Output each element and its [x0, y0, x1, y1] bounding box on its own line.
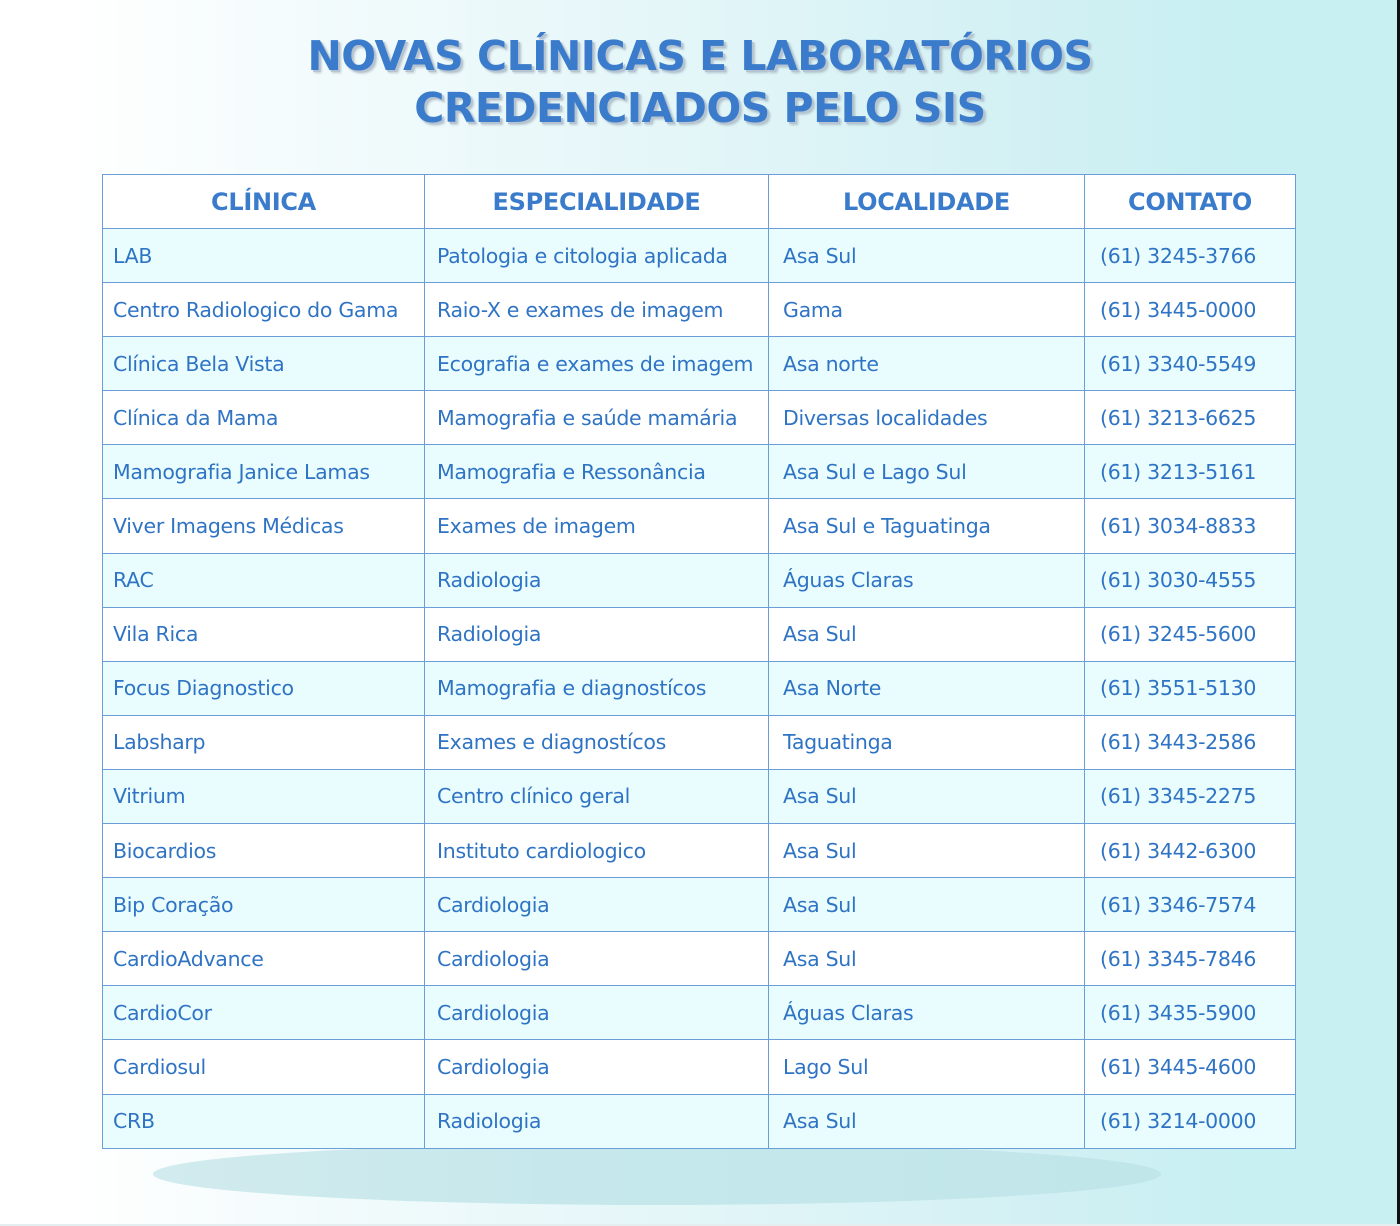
table-row	[103, 1094, 1296, 1148]
cell-clinica: Labsharp	[103, 715, 425, 769]
cell-especialidade: Cardiologia	[425, 1040, 769, 1094]
cell-especialidade: Mamografia e diagnostícos	[425, 661, 769, 715]
cell-especialidade: Cardiologia	[425, 932, 769, 986]
cell-especialidade: Radiologia	[425, 607, 769, 661]
cell-clinica: Focus Diagnostico	[103, 661, 425, 715]
cell-clinica: CardioCor	[103, 986, 425, 1040]
cell-especialidade: Exames e diagnostícos	[425, 715, 769, 769]
cell-localidade: Asa Sul	[769, 878, 1085, 932]
cell-clinica: Cardiosul	[103, 1040, 425, 1094]
cell-contato: (61) 3442-6300	[1085, 824, 1296, 878]
table-row	[103, 769, 1296, 823]
cell-clinica: RAC	[103, 553, 425, 607]
cell-especialidade: Mamografia e Ressonância	[425, 445, 769, 499]
cell-contato: (61) 3340-5549	[1085, 337, 1296, 391]
cell-clinica: Centro Radiologico do Gama	[103, 283, 425, 337]
title-line-1: NOVAS CLÍNICAS E LABORATÓRIOS	[307, 32, 1093, 80]
cell-especialidade: Centro clínico geral	[425, 769, 769, 823]
cell-contato: (61) 3345-2275	[1085, 769, 1296, 823]
cell-clinica: Vitrium	[103, 769, 425, 823]
cell-contato: (61) 3214-0000	[1085, 1094, 1296, 1148]
cell-clinica: Mamografia Janice Lamas	[103, 445, 425, 499]
cell-localidade: Asa norte	[769, 337, 1085, 391]
cell-localidade: Taguatinga	[769, 715, 1085, 769]
cell-clinica: LAB	[103, 229, 425, 283]
cell-localidade: Águas Claras	[769, 553, 1085, 607]
cell-especialidade: Instituto cardiologico	[425, 824, 769, 878]
cell-clinica: Biocardios	[103, 824, 425, 878]
cell-contato: (61) 3435-5900	[1085, 986, 1296, 1040]
cell-localidade: Asa Sul e Taguatinga	[769, 499, 1085, 553]
cell-contato: (61) 3245-5600	[1085, 607, 1296, 661]
column-header-localidade: LOCALIDADE	[769, 175, 1085, 229]
table-row	[103, 878, 1296, 932]
cell-contato: (61) 3034-8833	[1085, 499, 1296, 553]
cell-contato: (61) 3030-4555	[1085, 553, 1296, 607]
page-title	[0, 30, 1400, 134]
cell-contato: (61) 3213-6625	[1085, 391, 1296, 445]
cell-clinica: Clínica da Mama	[103, 391, 425, 445]
table-header-row	[103, 175, 1296, 229]
cell-especialidade: Radiologia	[425, 553, 769, 607]
cell-localidade: Diversas localidades	[769, 391, 1085, 445]
cell-localidade: Asa Sul	[769, 607, 1085, 661]
table-row	[103, 1040, 1296, 1094]
clinics-table-container	[102, 174, 1295, 1149]
cell-contato: (61) 3551-5130	[1085, 661, 1296, 715]
cell-contato: (61) 3213-5161	[1085, 445, 1296, 499]
cell-contato: (61) 3245-3766	[1085, 229, 1296, 283]
table-row	[103, 337, 1296, 391]
column-header-clinica: CLÍNICA	[103, 175, 425, 229]
clinics-table	[102, 174, 1296, 1149]
cell-especialidade: Cardiologia	[425, 878, 769, 932]
cell-especialidade: Ecografia e exames de imagem	[425, 337, 769, 391]
cell-localidade: Asa Sul	[769, 1094, 1085, 1148]
cell-especialidade: Exames de imagem	[425, 499, 769, 553]
cell-localidade: Asa Norte	[769, 661, 1085, 715]
cell-clinica: Clínica Bela Vista	[103, 337, 425, 391]
table-row	[103, 824, 1296, 878]
cell-clinica: Vila Rica	[103, 607, 425, 661]
cell-localidade: Asa Sul	[769, 824, 1085, 878]
cell-localidade: Asa Sul	[769, 932, 1085, 986]
cell-localidade: Asa Sul	[769, 769, 1085, 823]
table-row	[103, 283, 1296, 337]
cell-clinica: Viver Imagens Médicas	[103, 499, 425, 553]
cell-clinica: Bip Coração	[103, 878, 425, 932]
cell-especialidade: Mamografia e saúde mamária	[425, 391, 769, 445]
table-row	[103, 229, 1296, 283]
column-header-contato: CONTATO	[1085, 175, 1296, 229]
cell-contato: (61) 3445-0000	[1085, 283, 1296, 337]
column-header-especialidade: ESPECIALIDADE	[425, 175, 769, 229]
cell-contato: (61) 3443-2586	[1085, 715, 1296, 769]
cell-contato: (61) 3445-4600	[1085, 1040, 1296, 1094]
cell-especialidade: Radiologia	[425, 1094, 769, 1148]
cell-especialidade: Patologia e citologia aplicada	[425, 229, 769, 283]
table-row	[103, 715, 1296, 769]
table-row	[103, 661, 1296, 715]
cell-localidade: Asa Sul e Lago Sul	[769, 445, 1085, 499]
decorative-shadow-ellipse	[153, 1143, 1161, 1205]
table-row	[103, 445, 1296, 499]
table-row	[103, 391, 1296, 445]
cell-clinica: CRB	[103, 1094, 425, 1148]
table-row	[103, 607, 1296, 661]
cell-localidade: Asa Sul	[769, 229, 1085, 283]
table-row	[103, 932, 1296, 986]
cell-contato: (61) 3345-7846	[1085, 932, 1296, 986]
table-row	[103, 986, 1296, 1040]
cell-localidade: Lago Sul	[769, 1040, 1085, 1094]
cell-localidade: Águas Claras	[769, 986, 1085, 1040]
table-row	[103, 499, 1296, 553]
cell-contato: (61) 3346-7574	[1085, 878, 1296, 932]
cell-localidade: Gama	[769, 283, 1085, 337]
cell-especialidade: Raio-X e exames de imagem	[425, 283, 769, 337]
title-line-2: CREDENCIADOS PELO SIS	[414, 84, 986, 132]
table-row	[103, 553, 1296, 607]
cell-especialidade: Cardiologia	[425, 986, 769, 1040]
cell-clinica: CardioAdvance	[103, 932, 425, 986]
